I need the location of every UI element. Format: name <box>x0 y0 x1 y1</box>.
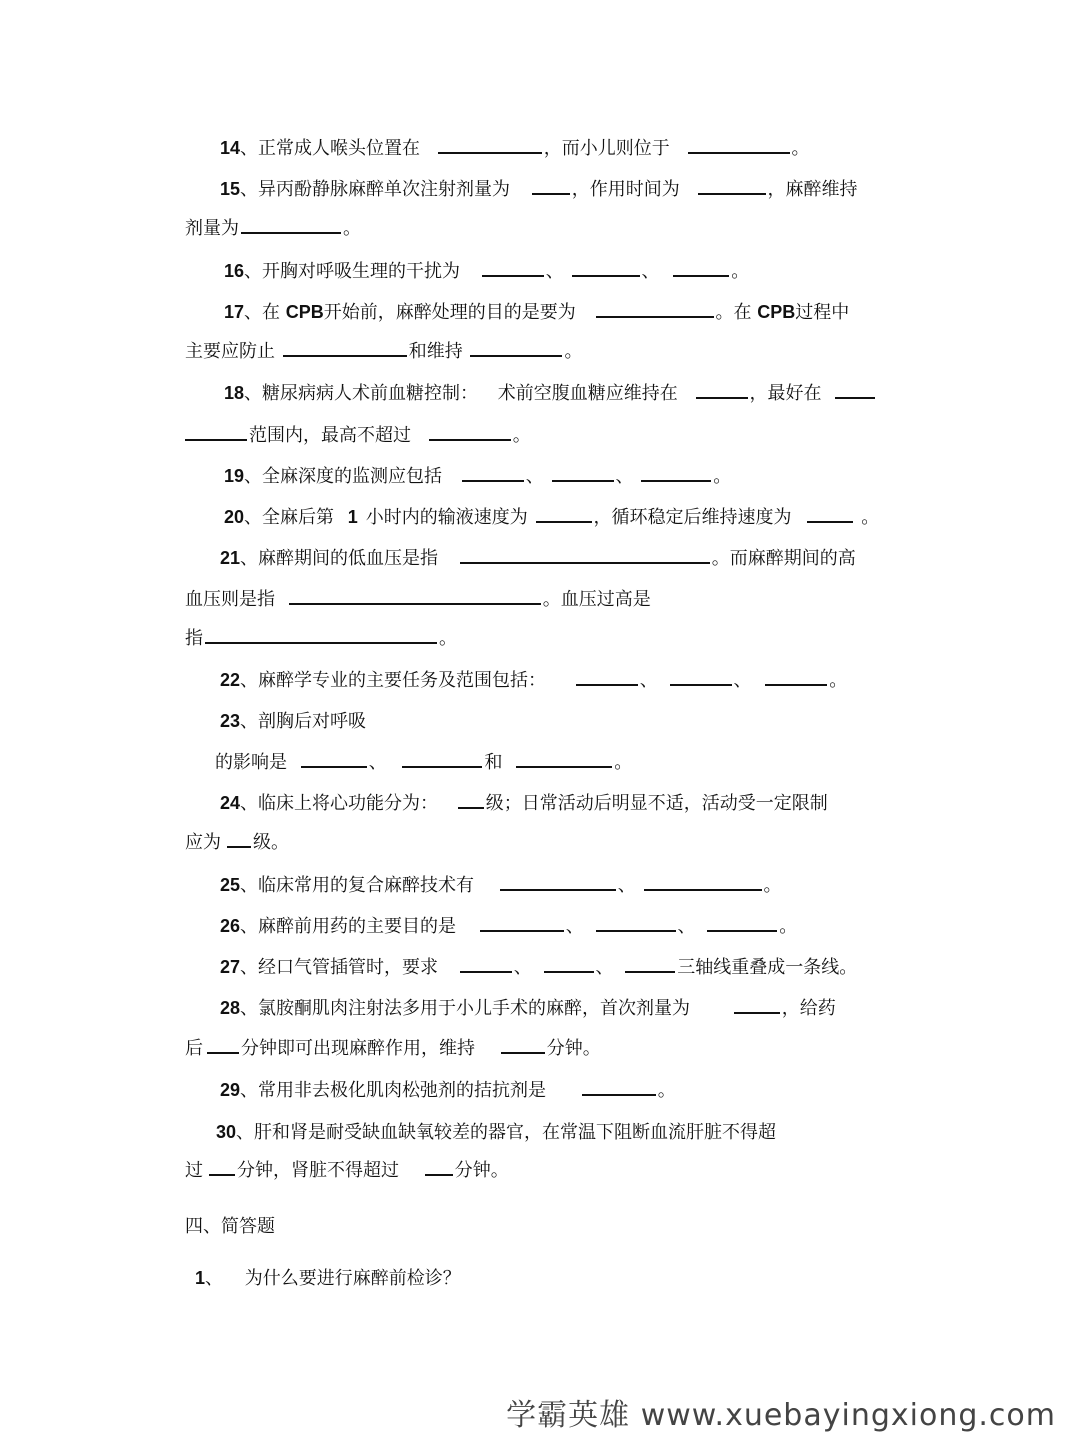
blank[interactable] <box>576 668 638 686</box>
question-26: 26、麻醉前用药的主要目的是 、 、 。 <box>220 916 798 937</box>
blank[interactable] <box>835 381 875 399</box>
question-20: 20、全麻后第 1 小时内的输液速度为 ，循环稳定后维持速度为 。 <box>224 507 880 528</box>
blank[interactable] <box>516 750 612 768</box>
blank[interactable] <box>482 259 544 277</box>
short-answer-1: 1、 为什么要进行麻醉前检诊？ <box>195 1268 461 1289</box>
blank[interactable] <box>402 750 482 768</box>
watermark: 学霸英雄 www.xuebayingxiong.com <box>506 1398 1056 1433</box>
blank[interactable] <box>670 668 732 686</box>
blank[interactable] <box>734 996 780 1014</box>
question-21-line3: 指 。 <box>185 628 457 649</box>
blank[interactable] <box>429 423 511 441</box>
blank[interactable] <box>460 546 710 564</box>
blank[interactable] <box>462 464 524 482</box>
question-28: 28、氯胺酮肌肉注射法多用于小儿手术的麻醉，首次剂量为 ，给药 <box>220 998 836 1019</box>
blank[interactable] <box>544 955 594 973</box>
blank[interactable] <box>625 955 675 973</box>
question-27: 27、经口气管插管时，要求 、 、 三轴线重叠成一条线。 <box>220 957 858 978</box>
question-28-line2: 后 分钟即可出现麻醉作用，维持 分钟。 <box>185 1038 601 1059</box>
blank[interactable] <box>696 381 748 399</box>
blank[interactable] <box>500 873 616 891</box>
question-21: 21、麻醉期间的低血压是指 。而麻醉期间的高 <box>220 548 856 569</box>
question-16: 16、开胸对呼吸生理的干扰为 、 、 。 <box>224 261 750 282</box>
blank[interactable] <box>301 750 367 768</box>
question-18-line2: 范围内，最高不超过 。 <box>185 423 531 448</box>
question-15-line2: 剂量为 。 <box>185 218 361 239</box>
question-30: 30、肝和肾是耐受缺血缺氧较差的器官，在常温下阻断血流肝脏不得超 <box>216 1122 777 1143</box>
blank[interactable] <box>807 505 853 523</box>
blank[interactable] <box>283 339 407 357</box>
question-29: 29、常用非去极化肌肉松弛剂的拮抗剂是 。 <box>220 1080 676 1101</box>
question-21-line2: 血压则是指 。血压过高是 <box>185 589 651 610</box>
question-19: 19、全麻深度的监测应包括 、 、 。 <box>224 466 732 487</box>
blank[interactable] <box>227 830 251 848</box>
blank[interactable] <box>205 626 437 644</box>
blank[interactable] <box>673 259 729 277</box>
blank[interactable] <box>289 587 541 605</box>
blank[interactable] <box>458 791 484 809</box>
question-17: 17、在 CPB开始前，麻醉处理的目的是要为 。在 CPB过程中 <box>224 302 850 323</box>
blank[interactable] <box>209 1158 235 1176</box>
blank[interactable] <box>644 873 762 891</box>
blank[interactable] <box>596 914 676 932</box>
blank[interactable] <box>582 1078 656 1096</box>
section-heading: 四、简答题 <box>185 1216 275 1237</box>
blank[interactable] <box>185 423 247 441</box>
blank[interactable] <box>501 1036 545 1054</box>
question-22: 22、麻醉学专业的主要任务及范围包括： 、 、 。 <box>220 670 848 691</box>
question-30-line2: 过 分钟，肾脏不得超过 分钟。 <box>185 1160 509 1181</box>
question-23-line2: 的影响是 、 和 。 <box>215 752 633 773</box>
blank[interactable] <box>536 505 592 523</box>
blank[interactable] <box>425 1158 453 1176</box>
blank[interactable] <box>532 177 570 195</box>
blank[interactable] <box>641 464 711 482</box>
blank[interactable] <box>596 300 714 318</box>
blank[interactable] <box>688 136 790 154</box>
blank[interactable] <box>207 1036 239 1054</box>
blank[interactable] <box>480 914 564 932</box>
question-17-line2: 主要应防止 和维持 。 <box>185 341 583 362</box>
question-15: 15、异丙酚静脉麻醉单次注射剂量为 ，作用时间为 ，麻醉维持 <box>220 179 858 200</box>
blank[interactable] <box>470 339 562 357</box>
question-23: 23、剖胸后对呼吸 <box>220 711 367 732</box>
question-18: 18、糖尿病病人术前血糖控制： 术前空腹血糖应维持在 ，最好在 <box>224 381 877 406</box>
blank[interactable] <box>552 464 614 482</box>
blank[interactable] <box>698 177 766 195</box>
blank[interactable] <box>438 136 542 154</box>
question-24: 24、临床上将心功能分为： 级；日常活动后明显不适，活动受一定限制 <box>220 793 828 814</box>
blank[interactable] <box>241 216 341 234</box>
question-24-line2: 应为 级。 <box>185 832 289 853</box>
blank[interactable] <box>572 259 640 277</box>
blank[interactable] <box>460 955 512 973</box>
question-25: 25、临床常用的复合麻醉技术有 、 。 <box>220 875 782 896</box>
blank[interactable] <box>707 914 777 932</box>
question-14: 14、正常成人喉头位置在 ，而小儿则位于 。 <box>220 138 810 159</box>
blank[interactable] <box>765 668 827 686</box>
